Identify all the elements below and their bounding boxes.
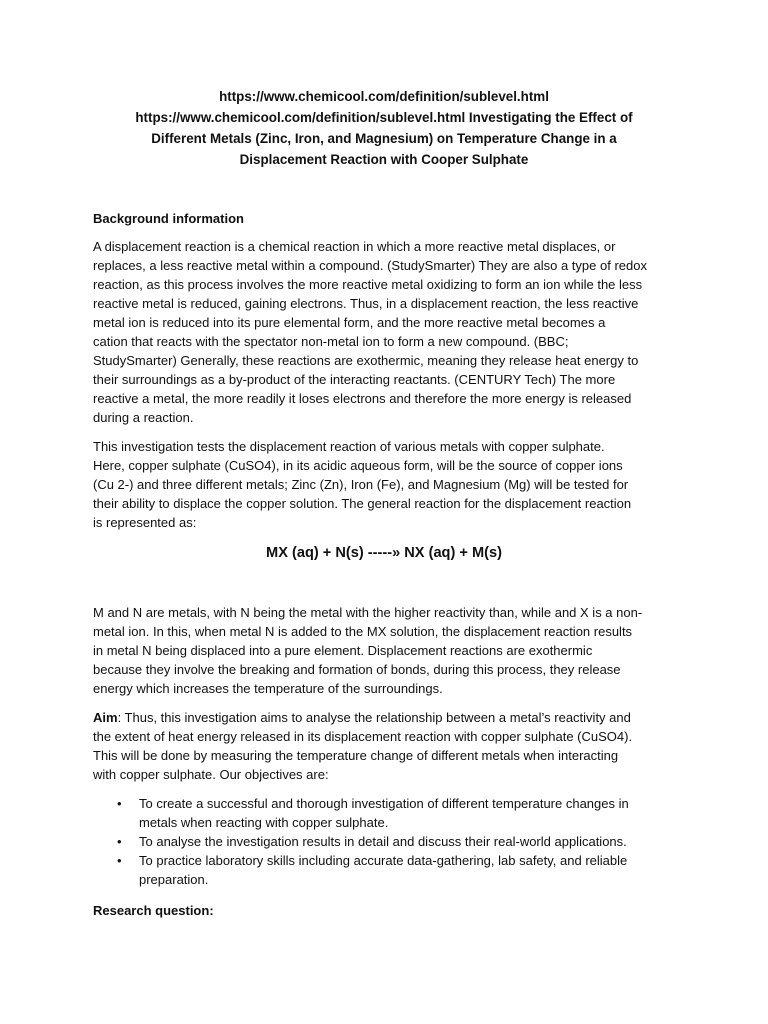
bullet-icon: • — [117, 834, 122, 849]
list-item — [93, 794, 683, 832]
title-line: https://www.chemicool.com/definition/sublevel.html — [219, 89, 549, 104]
text-line: because they involve the breaking and formation of bonds, during this process, they release — [93, 662, 621, 677]
title-line: https://www.chemicool.com/definition/sublevel.html Investigating the Effect of — [135, 110, 633, 125]
text-line: A displacement reaction is a chemical reaction in which a more reactive metal displaces, or — [93, 239, 616, 254]
aim-label: Aim — [93, 710, 118, 725]
text-line: reactive metal is reduced, gaining electrons. Thus, in a displacement reaction, the less reactive — [93, 296, 639, 311]
text-line: the extent of heat energy released in its displacement reaction with copper sulphate (CuSO4). — [93, 729, 633, 744]
reaction-equation: MX (aq) + N(s) -----» NX (aq) + M(s) — [266, 545, 502, 561]
text-line: To create a successful and thorough investigation of different temperature changes in — [139, 796, 629, 811]
text-line: their ability to displace the copper solution. The general reaction for the displacement reaction — [93, 496, 632, 511]
text-line: Here, copper sulphate (CuSO4), in its acidic aqueous form, will be the source of copper ions — [93, 458, 623, 473]
text-line: replaces, a less reactive metal within a compound. (StudySmarter) They are also a type of redox — [93, 258, 647, 273]
text-line: their surroundings as a by-product of the interacting reactants. (CENTURY Tech) The more — [93, 372, 616, 387]
text-line: preparation. — [139, 872, 209, 887]
text-line: during a reaction. — [93, 410, 194, 425]
text-line: energy which increases the temperature of the surroundings. — [93, 681, 443, 696]
aim-first-line: : Thus, this investigation aims to analyse the relationship between a metal’s reactivity and — [117, 710, 631, 725]
aim-paragraph — [93, 708, 683, 784]
research-question-heading: Research question: — [93, 903, 214, 918]
text-line: metal ion. In this, when metal N is added to the MX solution, the displacement reaction results — [93, 624, 633, 639]
document-title — [93, 86, 675, 170]
background-paragraph-2 — [93, 437, 683, 532]
text-line: in metal N being displaced into a pure element. Displacement reactions are exothermic — [93, 643, 593, 658]
text-line: To analyse the investigation results in detail and discuss their real-world applications. — [139, 834, 627, 849]
text-line: StudySmarter) Generally, these reactions are exothermic, meaning they release heat energy to — [93, 353, 639, 368]
list-item — [93, 832, 683, 851]
background-heading: Background information — [93, 211, 244, 226]
text-line: This will be done by measuring the temperature change of different metals when interacting — [93, 748, 619, 763]
list-item — [93, 851, 683, 889]
text-line: This investigation tests the displacement reaction of various metals with copper sulphate. — [93, 439, 605, 454]
text-line: M and N are metals, with N being the metal with the higher reactivity than, while and X is a non- — [93, 605, 643, 620]
bullet-icon: • — [117, 853, 122, 868]
background-paragraph-3 — [93, 603, 683, 698]
text-line: with copper sulphate. Our objectives are: — [93, 767, 329, 782]
objectives-list — [93, 794, 683, 889]
title-line: Displacement Reaction with Cooper Sulphate — [239, 152, 529, 167]
title-line: Different Metals (Zinc, Iron, and Magnesium) on Temperature Change in a — [151, 131, 617, 146]
background-paragraph-1 — [93, 237, 683, 427]
text-line: is represented as: — [93, 515, 197, 530]
text-line: reaction, as this process involves the more reactive metal oxidizing to form an ion while the less — [93, 277, 643, 292]
text-line: (Cu 2-) and three different metals; Zinc (Zn), Iron (Fe), and Magnesium (Mg) will be tested for — [93, 477, 629, 492]
text-line: To practice laboratory skills including accurate data-gathering, lab safety, and reliable — [139, 853, 628, 868]
text-line: reactive a metal, the more readily it loses electrons and therefore the more energy is released — [93, 391, 632, 406]
text-line: cation that reacts with the spectator non-metal ion to form a new compound. (BBC; — [93, 334, 569, 349]
bullet-icon: • — [117, 796, 122, 811]
text-line: metals when reacting with copper sulphate. — [139, 815, 389, 830]
text-line: metal ion is reduced into its pure elemental form, and the more reactive metal becomes a — [93, 315, 606, 330]
text-line — [93, 708, 683, 727]
